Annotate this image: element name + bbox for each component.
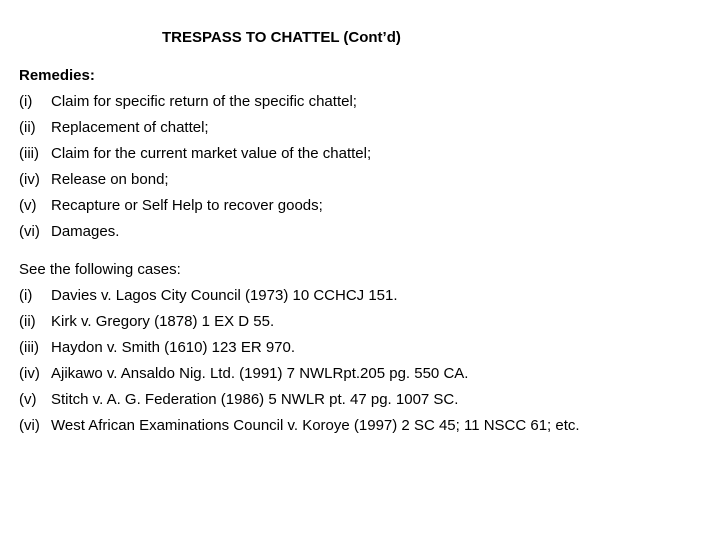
list-item-text: Claim for specific return of the specific chattel; (51, 93, 357, 110)
remedies-heading: Remedies: (19, 67, 95, 84)
case-citation: Stitch v. A. G. Federation (1986) 5 NWLR pt. 47 pg. 1007 SC. (51, 391, 459, 408)
list-item-number: (ii) (19, 119, 36, 136)
slide-title: TRESPASS TO CHATTEL (Cont’d) (162, 29, 401, 46)
case-item (19, 413, 580, 439)
cases-section (19, 257, 580, 439)
case-citation: Haydon v. Smith (1610) 123 ER 970. (51, 339, 296, 356)
list-item (19, 89, 371, 115)
list-item-number: (iii) (19, 145, 39, 162)
case-item-number: (iv) (19, 365, 40, 382)
list-item (19, 219, 371, 245)
case-citation: West African Examinations Council v. Koroye (1997) 2 SC 45; 11 NSCC 61; etc. (51, 417, 580, 434)
list-item-number: (iv) (19, 171, 40, 188)
case-item (19, 309, 580, 335)
list-item-text: Claim for the current market value of the chattel; (51, 145, 372, 162)
case-citation: Davies v. Lagos City Council (1973) 10 CCHCJ 151. (51, 287, 398, 304)
case-citation: Kirk v. Gregory (1878) 1 EX D 55. (51, 313, 275, 330)
list-item (19, 167, 371, 193)
case-item-number: (ii) (19, 313, 36, 330)
list-item-number: (v) (19, 197, 37, 214)
case-item-number: (iii) (19, 339, 39, 356)
list-item (19, 193, 371, 219)
list-item (19, 141, 371, 167)
case-item (19, 283, 580, 309)
list-item-number: (vi) (19, 223, 40, 240)
list-item-text: Replacement of chattel; (51, 119, 209, 136)
case-citation: Ajikawo v. Ansaldo Nig. Ltd. (1991) 7 NWLRpt.205 pg. 550 CA. (51, 365, 469, 382)
remedies-section (19, 63, 371, 245)
case-item (19, 361, 580, 387)
cases-heading: See the following cases: (19, 261, 181, 278)
case-item-number: (v) (19, 391, 37, 408)
list-item-text: Damages. (51, 223, 120, 240)
case-item-number: (i) (19, 287, 33, 304)
case-item (19, 335, 580, 361)
list-item-number: (i) (19, 93, 33, 110)
case-item (19, 387, 580, 413)
list-item-text: Recapture or Self Help to recover goods; (51, 197, 323, 214)
list-item-text: Release on bond; (51, 171, 169, 188)
list-item (19, 115, 371, 141)
case-item-number: (vi) (19, 417, 40, 434)
